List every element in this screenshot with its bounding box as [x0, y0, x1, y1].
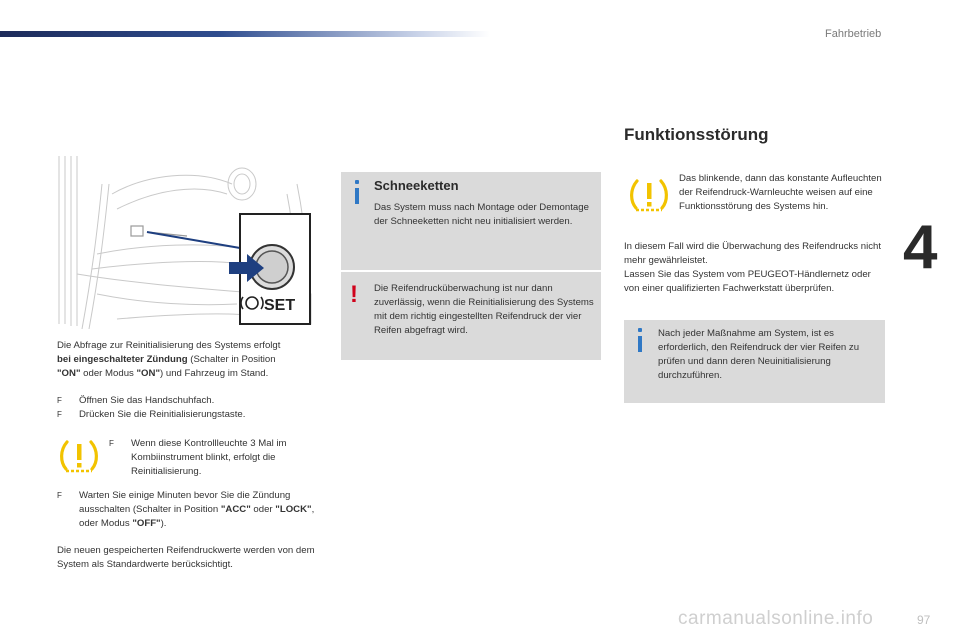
bullet-marker: F [57, 410, 62, 419]
info-icon [638, 336, 642, 352]
intro-on-2: "ON" [136, 368, 160, 379]
intro-paragraph [57, 339, 322, 381]
watermark: carmanualsonline.info [678, 608, 874, 629]
page-number: 97 [917, 613, 931, 627]
set-label: SET [264, 297, 296, 314]
step-open-glovebox [57, 394, 322, 408]
info-icon-dot [638, 328, 642, 332]
intro-on-1: "ON" [57, 368, 81, 379]
step-wait-text: Warten Sie einige Minuten bevor Sie die Zündung ausschalten (Schalter in Position [79, 490, 291, 515]
malfunction-para-1: In diesem Fall wird die Überwachung des Reifendrucks nicht mehr gewährleistet. [624, 241, 882, 266]
malfunction-lamp-text: Das blinkende, dann das konstante Aufleuchten der Reifendruck-Warnleuchte weisen auf eine Funktionsstörung des Systems hin. [679, 173, 882, 212]
intro-emphasis: bei eingeschalteter Zündung [57, 354, 188, 365]
intro-line-2: (Schalter in Position [187, 354, 276, 365]
off-label: "OFF" [132, 518, 161, 529]
glovebox-reset-button-illustration [57, 154, 313, 329]
outro-paragraph: Die neuen gespeicherten Reifendruckwerte werden von dem System als Standardwerte berücksichtigt. [57, 545, 315, 570]
step-wait-mode: , oder Modus [79, 504, 315, 529]
header-gradient-bar [0, 31, 490, 37]
intro-line-3: ) und Fahrzeug im Stand. [160, 368, 269, 379]
snow-chains-title: Schneeketten [374, 178, 459, 193]
tyre-pressure-warning-icon [58, 438, 100, 476]
warning-lamp-text: Wenn diese Kontrollleuchte 3 Mal im Kombiinstrument blinkt, erfolgt die Reinitialisierung. [131, 438, 287, 477]
malfunction-paragraph [624, 240, 886, 296]
step-press-reset [57, 408, 322, 422]
step-wait-end: ). [160, 518, 167, 529]
malfunction-para-2: Lassen Sie das System vom PEUGEOT-Händlernetz oder von einer qualifizierten Fachwerkstatt überprüfen. [624, 269, 871, 294]
acc-label: "ACC" [220, 504, 251, 515]
reinit-info-text: Nach jeder Maßnahme am System, ist es erforderlich, den Reifendruck der vier Reifen zu prüfen und dann deren Neuinitialisierung durchzuführen. [658, 328, 860, 381]
tyre-pressure-malfunction-icon [628, 177, 670, 215]
bullet-marker: F [57, 491, 62, 500]
lock-label: "LOCK" [275, 504, 312, 515]
step-text: Öffnen Sie das Handschuhfach. [79, 395, 215, 406]
step-wait-or: oder [250, 504, 276, 515]
section-title: Fahrbetrieb [825, 28, 882, 40]
info-icon [355, 188, 359, 204]
step-text [79, 489, 322, 531]
warning-lamp-note [109, 437, 321, 479]
step-text: Drücken Sie die Reinitialisierungstaste. [79, 409, 246, 420]
alert-icon: ! [350, 281, 358, 308]
step-wait [57, 489, 322, 531]
box-divider [341, 270, 601, 272]
snow-chains-text: Das System muss nach Montage oder Demontage der Schneeketten nicht neu initialisiert werden. [374, 202, 589, 227]
chapter-number: 4 [903, 213, 938, 282]
reliability-warning-text: Die Reifendrucküberwachung ist nur dann zuverlässig, wenn die Reinitialisierung des Systems mit dem richtig eingestellten Reifendruck der vier Reifen abgefragt wird. [374, 283, 594, 336]
bullet-marker: F [57, 396, 62, 405]
malfunction-title: Funktionsstörung [624, 125, 769, 144]
info-icon-dot [355, 180, 359, 184]
bullet-marker: F [109, 439, 114, 448]
intro-line-1: Die Abfrage zur Reinitialisierung des Systems erfolgt [57, 340, 281, 351]
intro-mode-text: oder Modus [80, 368, 137, 379]
